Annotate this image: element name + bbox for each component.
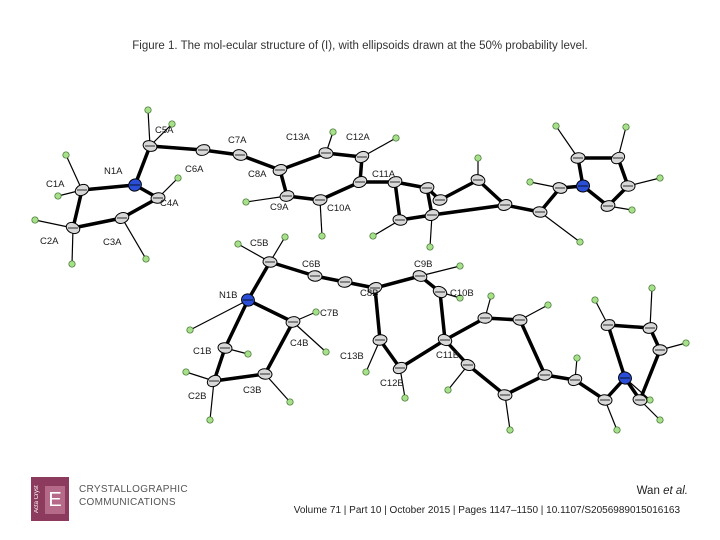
hydrogen-atom	[592, 297, 598, 303]
hydrogen-atom	[614, 427, 620, 433]
carbon-atom	[308, 270, 323, 281]
nitrogen-atom	[240, 292, 257, 308]
hydrogen-bond	[540, 212, 580, 242]
bond	[248, 300, 293, 322]
atom-label-c13a: C13A	[286, 132, 310, 143]
carbon-atom	[478, 313, 492, 324]
hydrogen-atom	[545, 302, 551, 308]
hydrogen-bond	[650, 288, 652, 328]
carbon-atom	[424, 208, 441, 223]
carbon-atom	[570, 152, 586, 165]
authors-etal: et al.	[663, 485, 688, 497]
atom-label-c8a: C8A	[248, 169, 267, 180]
hydrogen-bond	[122, 218, 146, 259]
hydrogen-atom	[175, 175, 181, 181]
hydrogen-atom	[55, 193, 61, 199]
atom-label-c5b: C5B	[250, 238, 269, 249]
carbon-atom	[257, 368, 272, 380]
logo-letter: E	[45, 486, 65, 514]
atom-label-c1a: C1A	[46, 179, 65, 190]
figure-caption: Figure 1. The mol-ecular structure of (I), with ellipsoids drawn at the 50% probability level.	[132, 40, 588, 52]
bond	[640, 350, 660, 400]
atom-label-c11a: C11A	[372, 169, 396, 180]
hydrogen-atom	[488, 293, 494, 299]
carbon-atom	[642, 321, 658, 335]
hydrogen-atom	[235, 241, 241, 247]
bond	[150, 146, 203, 150]
hydrogen-atom	[69, 261, 75, 267]
hydrogen-atom	[393, 135, 399, 141]
carbon-atom	[372, 334, 388, 347]
atom-label-c6b: C6B	[302, 259, 321, 270]
hydrogen-atom	[330, 129, 336, 135]
hydrogen-atom	[507, 427, 513, 433]
logo-side-text: Acta Cryst	[34, 485, 40, 513]
hydrogen-atom	[370, 233, 376, 239]
atom-label-c4a: C4A	[160, 198, 179, 209]
hydrogen-atom	[313, 309, 319, 315]
bond	[82, 185, 135, 190]
hydrogen-atom	[282, 234, 288, 240]
hydrogen-atom	[457, 263, 463, 269]
atom-label-c9a: C9A	[270, 202, 289, 213]
nitrogen-atom	[126, 177, 143, 194]
bond	[440, 292, 445, 340]
bond	[432, 205, 505, 215]
atom-label-c4b: C4B	[290, 338, 309, 349]
atom-label-c3b: C3B	[243, 385, 262, 396]
atom-label-c3a: C3A	[103, 237, 122, 248]
journal-name-line1: CRYSTALLOGRAPHIC	[79, 484, 188, 495]
hydrogen-atom	[323, 349, 329, 355]
atom-label-c12a: C12A	[346, 132, 370, 143]
atom-label-c1b: C1B	[193, 346, 212, 357]
hydrogen-atom	[629, 207, 635, 213]
hydrogen-atom	[207, 417, 213, 423]
hydrogen-atom	[427, 244, 433, 250]
atom-label-c5a: C5A	[155, 125, 174, 136]
carbon-atom	[600, 318, 617, 332]
bond	[73, 218, 122, 228]
journal-name-line2: COMMUNICATIONS	[79, 497, 176, 508]
carbon-atom	[312, 194, 328, 207]
hydrogen-atom	[445, 387, 451, 393]
hydrogen-atom	[245, 351, 251, 357]
carbon-atom	[653, 345, 667, 355]
carbon-atom	[392, 214, 408, 227]
journal-name	[79, 483, 188, 509]
hydrogen-atom	[319, 233, 325, 239]
atom-label-c12b: C12B	[380, 378, 404, 389]
carbon-atom	[512, 314, 528, 327]
citation: Volume 71 | Part 10 | October 2015 | Pages 1147–1150 | 10.1107/S2056989015016163	[293, 505, 680, 516]
atom-label-c10a: C10A	[327, 203, 351, 214]
atom-label-c7a: C7A	[228, 135, 247, 146]
carbon-atom	[353, 149, 370, 164]
atom-label-c2b: C2B	[188, 391, 207, 402]
carbon-atom	[262, 256, 277, 268]
carbon-atom	[73, 182, 90, 197]
hydrogen-atom	[32, 217, 38, 223]
hydrogen-atom	[683, 340, 689, 346]
atom-label-c6a: C6A	[185, 164, 204, 175]
hydrogen-atom	[577, 239, 583, 245]
carbon-atom	[64, 220, 81, 235]
atom-label-c13b: C13B	[340, 351, 364, 362]
journal-logo	[31, 477, 69, 521]
hydrogen-atom	[363, 369, 369, 375]
hydrogen-atom	[145, 107, 151, 113]
atom-label-c9b: C9B	[414, 259, 433, 270]
hydrogen-atom	[553, 123, 559, 129]
hydrogen-atom	[243, 199, 249, 205]
hydrogen-atom	[574, 355, 580, 361]
bond	[248, 262, 270, 300]
hydrogen-atom	[183, 369, 189, 375]
carbon-atom	[195, 143, 212, 157]
bond	[608, 325, 625, 378]
hydrogen-atom	[475, 155, 481, 161]
bond	[214, 374, 265, 381]
atom-label-c11b: C11B	[436, 350, 460, 361]
carbon-atom	[217, 342, 232, 354]
hydrogen-atom	[187, 327, 193, 333]
carbon-atom	[205, 373, 222, 389]
authors	[637, 485, 688, 497]
authors-name: Wan	[636, 485, 660, 497]
atom-label-c7b: C7B	[320, 308, 339, 319]
atom-label-n1b: N1B	[219, 290, 238, 301]
hydrogen-atom	[647, 397, 653, 403]
carbon-atom	[609, 150, 626, 166]
atom-label-c8b: C8B	[360, 288, 379, 299]
hydrogen-atom	[657, 417, 663, 423]
hydrogen-atom	[287, 399, 293, 405]
carbon-atom	[318, 147, 334, 160]
hydrogen-atom	[657, 175, 663, 181]
hydrogen-atom	[402, 395, 408, 401]
hydrogen-atom	[527, 179, 533, 185]
atom-label-c10b: C10B	[450, 288, 474, 299]
carbon-atom	[351, 174, 368, 189]
carbon-atom	[232, 148, 248, 162]
bond	[225, 300, 248, 348]
carbon-atom	[621, 180, 636, 191]
hydrogen-atom	[143, 256, 149, 262]
carbon-atom	[279, 189, 295, 202]
atom-label-n1a: N1A	[104, 166, 123, 177]
hydrogen-atom	[649, 285, 655, 291]
hydrogen-atom	[63, 152, 69, 158]
hydrogen-atom	[623, 124, 629, 130]
atom-label-c2a: C2A	[40, 236, 59, 247]
carbon-atom	[272, 163, 289, 178]
bond	[265, 322, 293, 374]
bond	[520, 320, 545, 375]
hydrogen-bond	[66, 155, 82, 190]
carbon-atom	[337, 276, 352, 288]
